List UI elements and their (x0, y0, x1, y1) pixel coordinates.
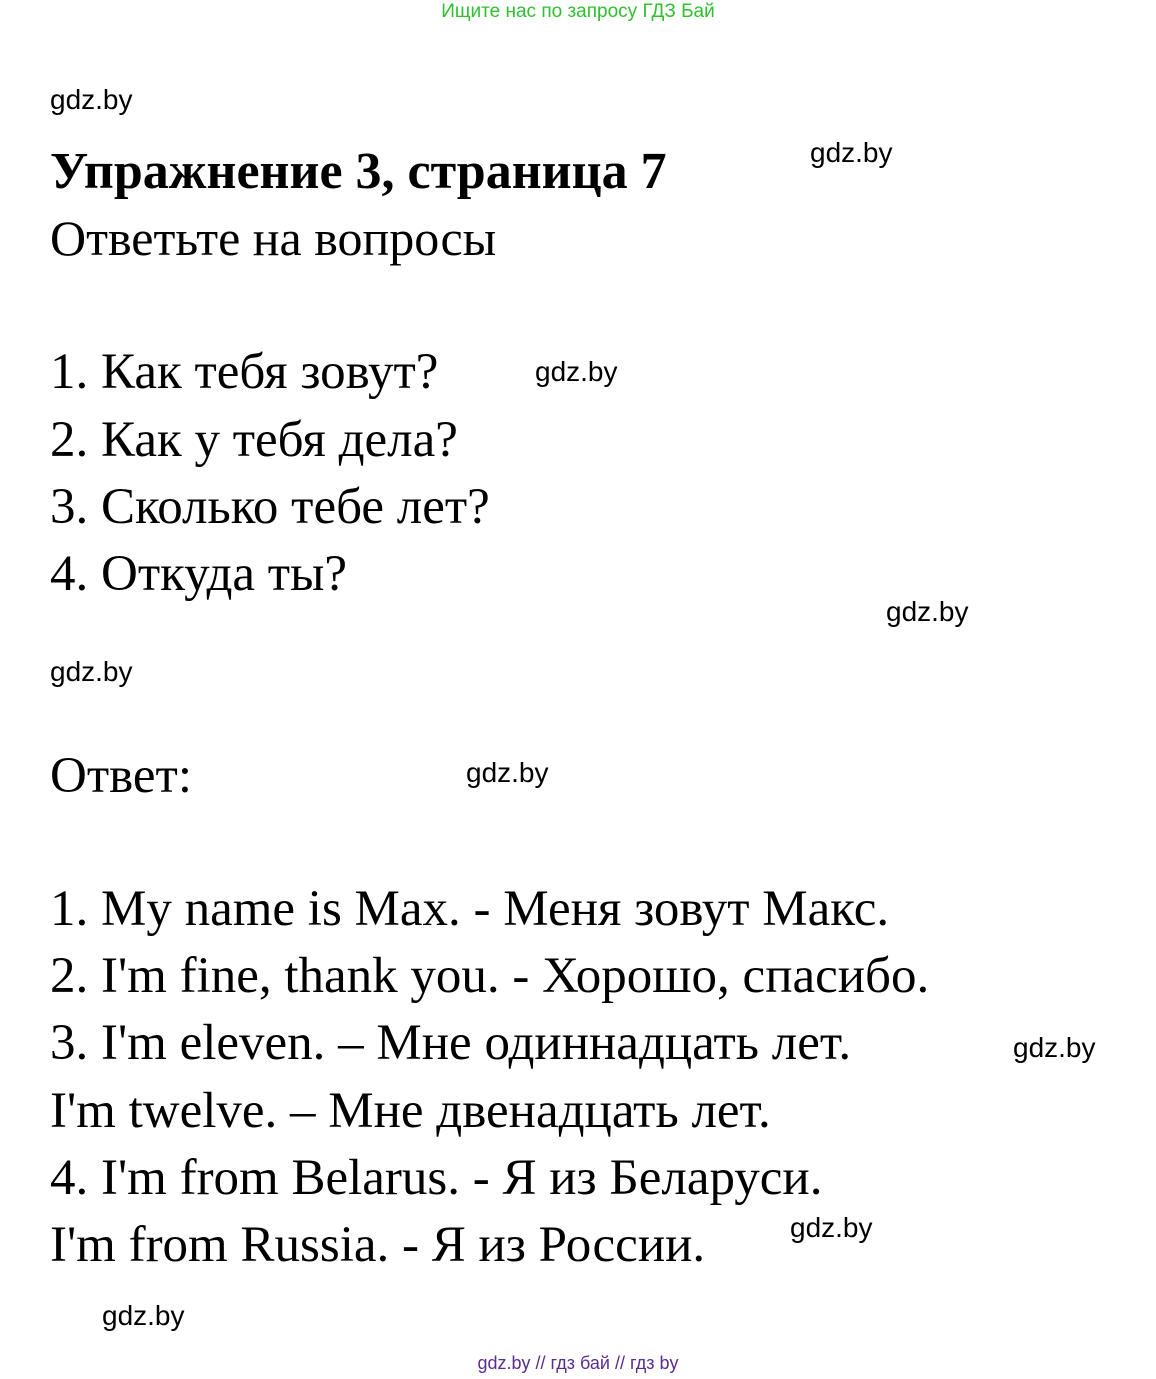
answer-line: 2. I'm fine, thank you. - Хорошо, спасибо. (50, 948, 930, 1004)
instruction-text: Ответьте на вопросы (50, 210, 497, 266)
answer-line: 1. My name is Max. - Меня зовут Макс. (50, 881, 890, 937)
answer-label: Ответ: (50, 748, 192, 804)
answer-line: I'm from Russia. - Я из России. (50, 1217, 706, 1273)
watermark: gdz.by (102, 1300, 185, 1331)
question-4: 4. Откуда ты? (50, 546, 347, 602)
watermark: gdz.by (50, 656, 133, 687)
answer-line: I'm twelve. – Мне двенадцать лет. (50, 1083, 771, 1139)
question-2: 2. Как у тебя дела? (50, 412, 458, 468)
watermark: gdz.by (50, 84, 133, 115)
page-title: Упражнение 3, страница 7 (50, 143, 667, 200)
watermark: gdz.by (535, 356, 618, 387)
watermark: gdz.by (466, 757, 549, 788)
watermark: gdz.by (886, 596, 969, 627)
watermark: gdz.by (1013, 1032, 1096, 1063)
top-banner[interactable]: Ищите нас по запросу ГДЗ Бай (441, 1, 715, 22)
question-1: 1. Как тебя зовут? (50, 344, 439, 400)
watermark: gdz.by (790, 1212, 873, 1243)
answer-line: 3. I'm eleven. – Мне одиннадцать лет. (50, 1015, 852, 1071)
answer-line: 4. I'm from Belarus. - Я из Беларуси. (50, 1150, 823, 1206)
question-3: 3. Сколько тебе лет? (50, 479, 490, 535)
footer-links[interactable]: gdz.by // гдз бай // гдз by (477, 1353, 679, 1373)
watermark: gdz.by (810, 137, 893, 168)
